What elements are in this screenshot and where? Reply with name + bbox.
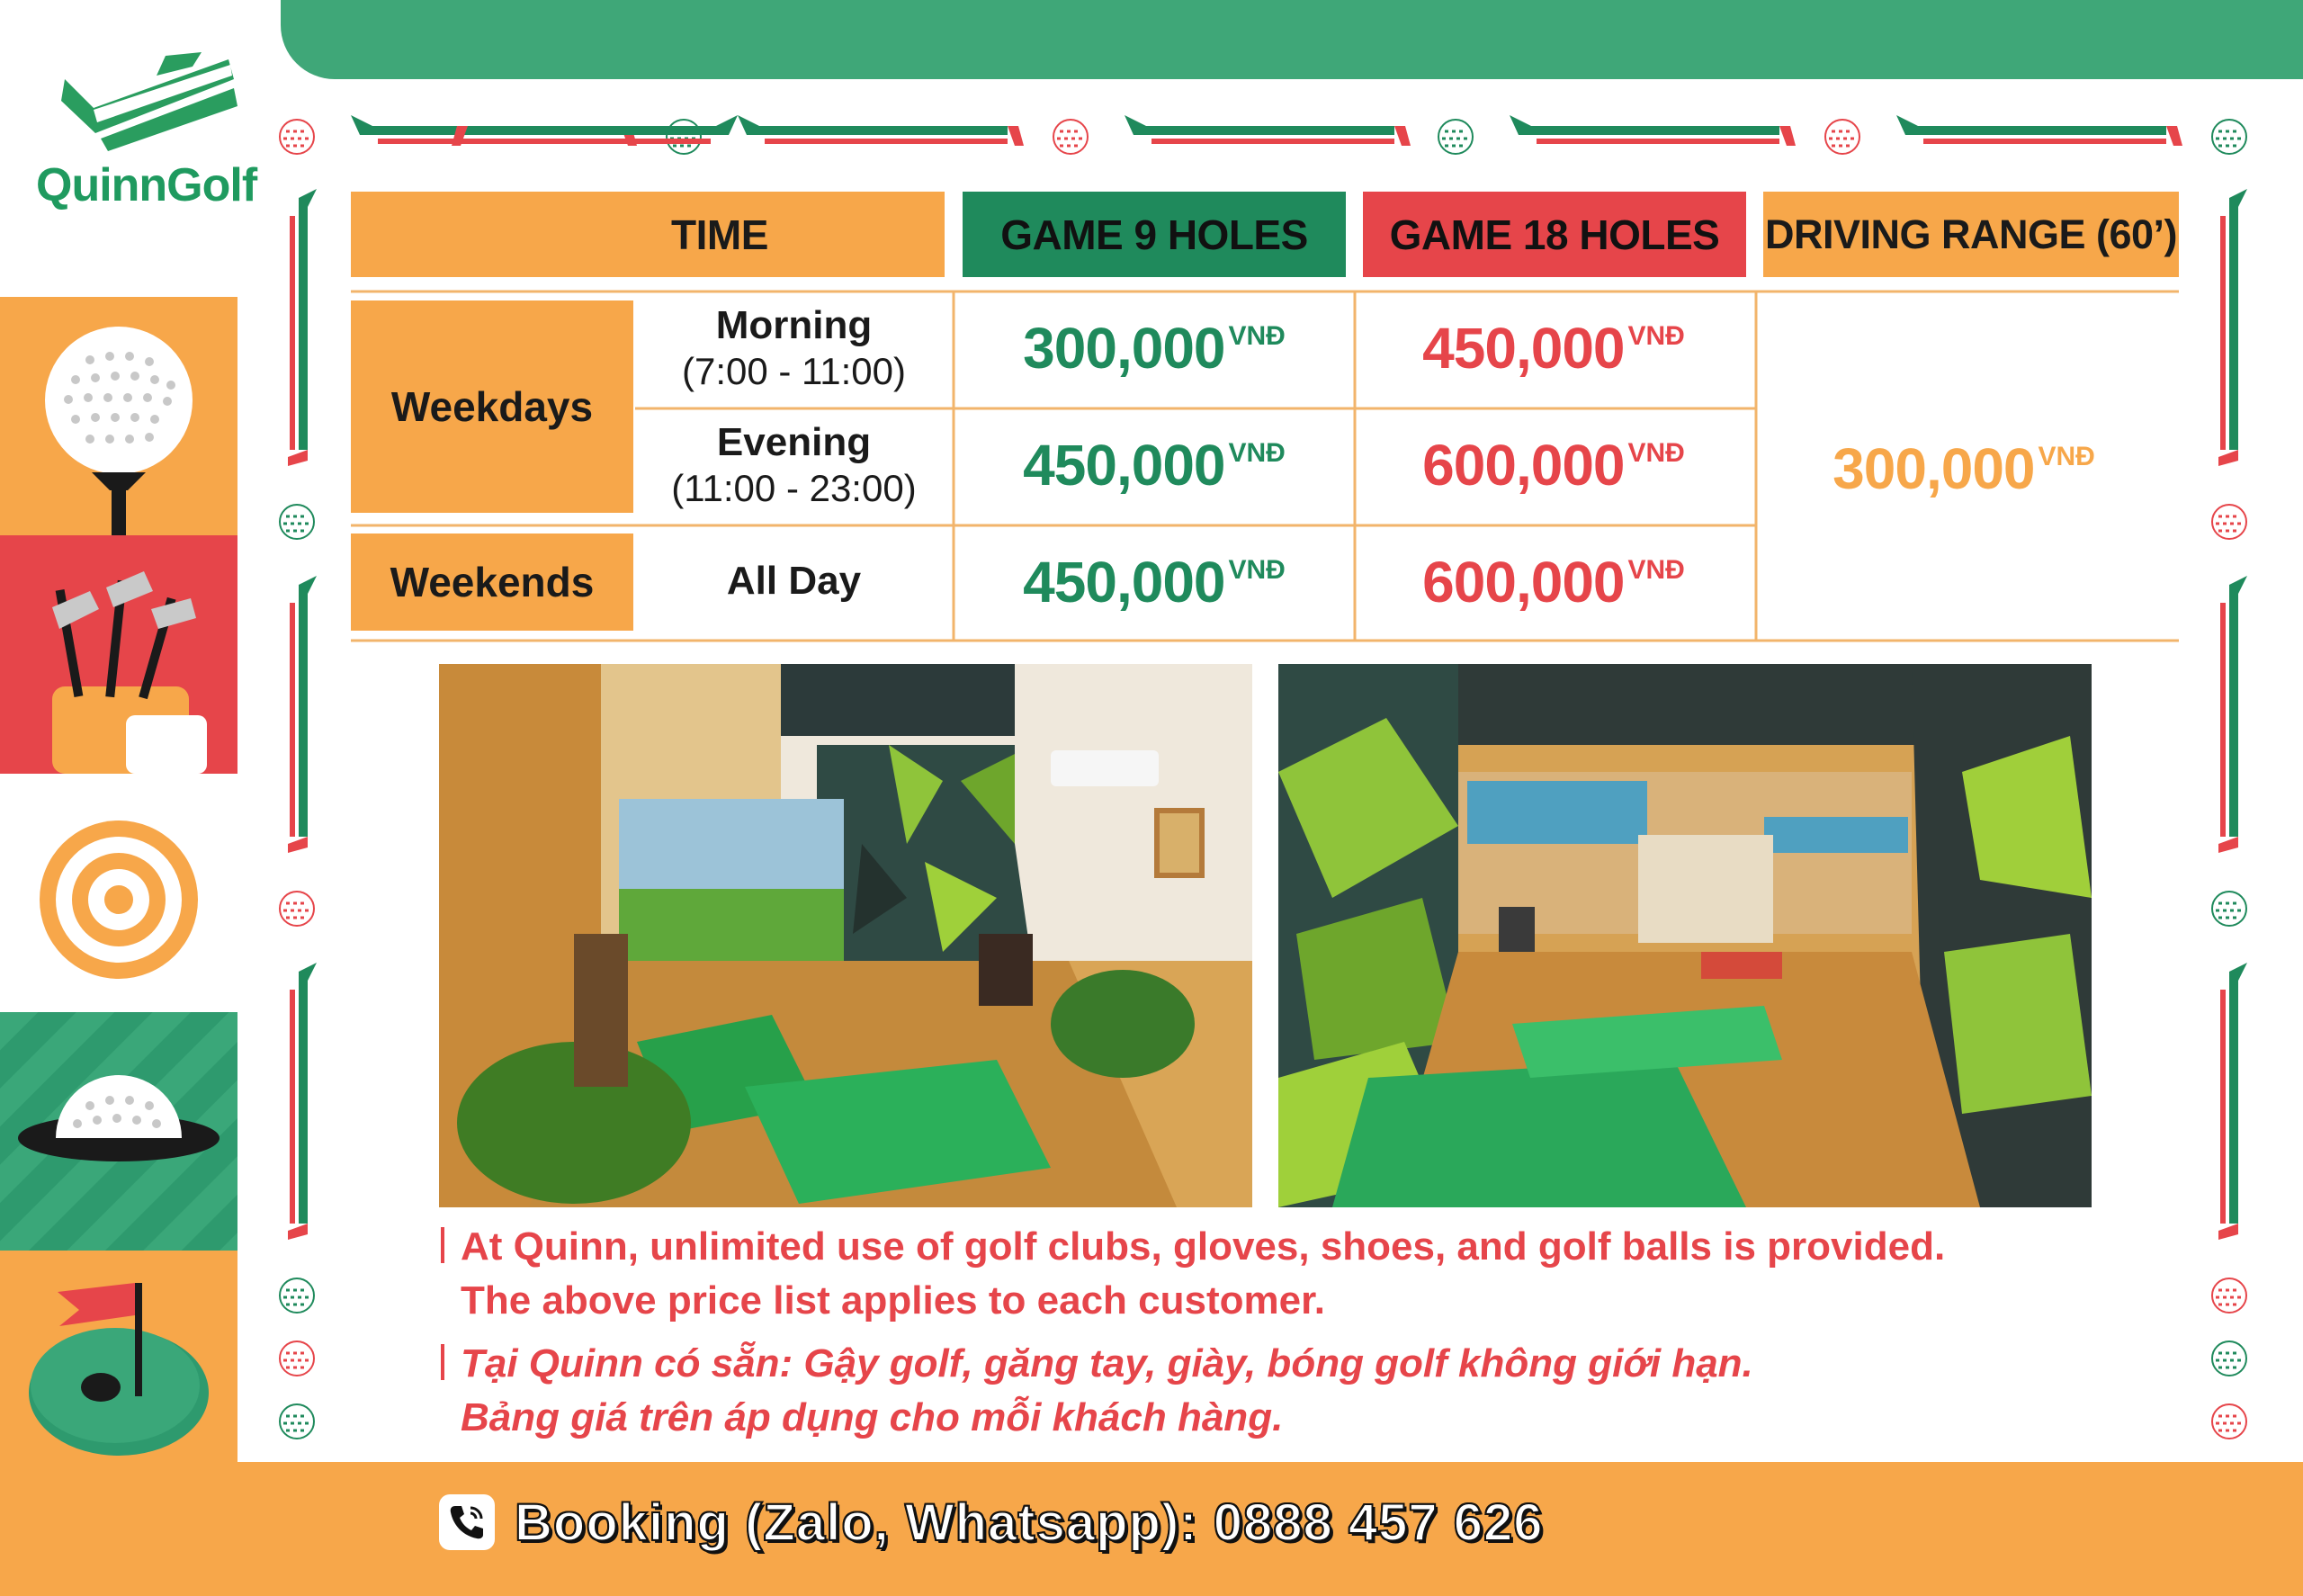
- slot-evening-name: Evening: [716, 420, 872, 464]
- price-weekend-allday-game9: 450,000 $^{VNĐ}$: [1023, 550, 1286, 614]
- booking-text: Booking (Zalo, Whatsapp): 0888 457 626: [515, 1493, 1544, 1552]
- slot-morning: [639, 302, 949, 394]
- note-vietnamese: [441, 1337, 1970, 1445]
- price-driving-range: 300,000 $^{VNĐ}$: [1833, 436, 2095, 501]
- currency-label: VNĐ: [1228, 321, 1286, 351]
- golf-bag-icon: [0, 535, 237, 774]
- golf-ball-on-tee-icon: [0, 297, 237, 535]
- logo-mark-icon: [58, 52, 237, 151]
- note-en-line-1: At Quinn, unlimited use of golf clubs, gloves, shoes, and golf balls is provided.: [461, 1224, 1946, 1269]
- flag-on-green-icon: [0, 1251, 237, 1462]
- price-weekday-evening-game18: 600,000 $^{VNĐ}$: [1422, 433, 1685, 498]
- note-vi-line-1: Tại Quinn có sẵn: Gậy golf, găng tay, giày, bóng golf không giới hạn.: [461, 1341, 1753, 1385]
- brand-logo: [36, 52, 257, 223]
- row-label-weekends: Weekends: [351, 533, 633, 631]
- brand-name: QuinnGolf: [36, 159, 257, 211]
- note-en-line-2: The above price list applies to each customer.: [461, 1278, 1325, 1323]
- price-weekday-morning-game9: 300,000 $^{VNĐ}$: [1023, 316, 1286, 381]
- note-bullet-bar: [441, 1344, 444, 1380]
- header-driving-range: DRIVING RANGE (60’): [1763, 192, 2179, 277]
- slot-morning-name: Morning: [715, 303, 873, 347]
- price-weekday-evening-game9: 450,000 $^{VNĐ}$: [1023, 433, 1286, 498]
- phone-icon: [439, 1494, 495, 1550]
- booking-contact: [439, 1486, 1544, 1558]
- currency-label: VNĐ: [1627, 555, 1685, 585]
- ball-in-hole-icon: [0, 1012, 237, 1251]
- slot-all-day: [639, 558, 949, 605]
- currency-label: VNĐ: [1627, 321, 1685, 351]
- target-icon: [0, 774, 237, 1012]
- header-time: TIME: [351, 192, 945, 277]
- slot-evening-hours: (11:00 - 23:00): [671, 467, 917, 509]
- simulator-room-photo-2: [1278, 664, 2092, 1207]
- slot-morning-hours: (7:00 - 11:00): [681, 350, 907, 392]
- currency-label: VNĐ: [2038, 442, 2095, 471]
- header-game-9-holes: GAME 9 HOLES: [963, 192, 1346, 277]
- header-game-18-holes: GAME 18 HOLES: [1363, 192, 1746, 277]
- currency-label: VNĐ: [1228, 555, 1286, 585]
- price-weekday-morning-game18: 450,000 $^{VNĐ}$: [1422, 316, 1685, 381]
- currency-label: VNĐ: [1228, 438, 1286, 468]
- simulator-room-photo-1: [439, 664, 1252, 1207]
- note-vi-line-2: Bảng giá trên áp dụng cho mỗi khách hàng.: [461, 1395, 1284, 1439]
- slot-all-day-name: All Day: [726, 559, 862, 603]
- note-bullet-bar: [441, 1227, 444, 1263]
- top-banner-bar: [281, 0, 2303, 79]
- note-english: [441, 1220, 1970, 1328]
- price-weekend-allday-game18: 600,000 $^{VNĐ}$: [1422, 550, 1685, 614]
- slot-evening: [639, 419, 949, 511]
- currency-label: VNĐ: [1627, 438, 1685, 468]
- row-label-weekdays: Weekdays: [351, 300, 633, 513]
